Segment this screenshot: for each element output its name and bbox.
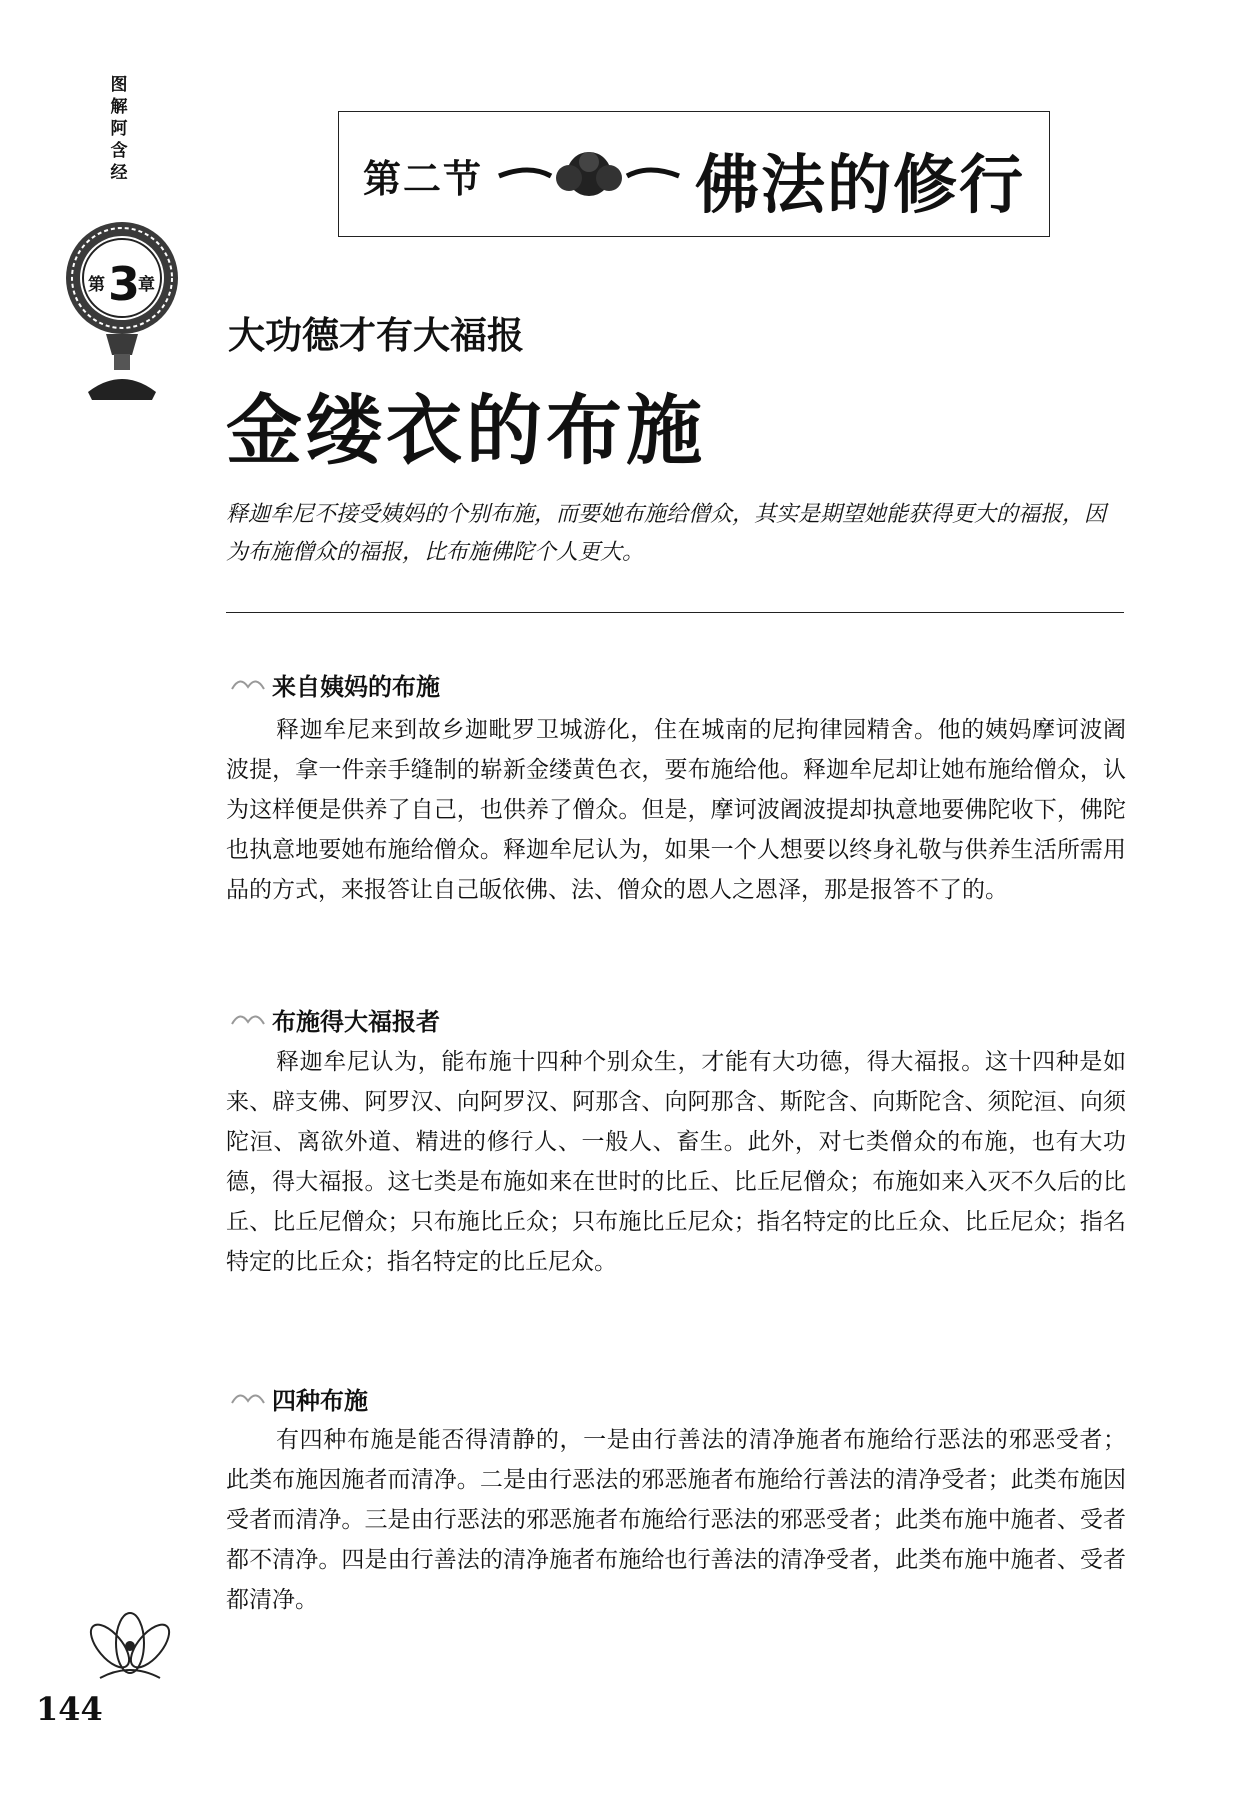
section-heading: 布施得大福报者 (272, 1008, 440, 1036)
chapter-number: 3 (108, 257, 141, 311)
divider (226, 612, 1124, 613)
lotus-bullet-icon (228, 1004, 268, 1030)
body-paragraph: 释迦牟尼认为，能布施十四种个别众生，才能有大功德，得大福报。这十四种是如来、辟支佛、阿罗汉、向阿罗汉、阿那含、向阿那含、斯陀含、向斯陀含、须陀洹、向须陀洹、离欲外道、精进的修行人、一般人、畜生。此外，对七类僧众的布施，也有大功德，得大福报。这七类是布施如来在世时的比丘、比丘尼僧众；布施如来入灭不久后的比丘、比丘尼僧众；只布施比丘众；只布施比丘尼众；指名特定的比丘众、比丘尼众；指名特定的比丘众；指名特定的比丘尼众。 (226, 1049, 1126, 1275)
chapter-badge (48, 220, 196, 425)
section-title: 佛法的修行 (695, 149, 1025, 223)
section-header-box (338, 111, 1050, 237)
article-subtitle: 大功德才有大福报 (228, 313, 524, 357)
cloud-ornament-icon (489, 134, 689, 214)
page-number: 144 (36, 1690, 103, 1728)
intro-paragraph: 释迦牟尼不接受姨妈的个别布施，而要她布施给僧众，其实是期望她能获得更大的福报，因为布施僧众的福报，比布施佛陀个人更大。 (226, 502, 1107, 565)
lotus-flower-icon (80, 1598, 180, 1688)
lotus-bullet-icon (228, 1383, 268, 1409)
article-title: 金缕衣的布施 (226, 386, 706, 475)
lotus-bullet-icon (228, 669, 268, 695)
section-heading: 来自姨妈的布施 (272, 673, 440, 701)
body-paragraph: 有四种布施是能否得清静的，一是由行善法的清净施者布施给行恶法的邪恶受者；此类布施因施者而清净。二是由行恶法的邪恶施者布施给行善法的清净受者；此类布施因受者而清净。三是由行恶法的邪恶施者布施给行恶法的邪恶受者；此类布施中施者、受者都不清净。四是由行善法的清净施者布施给也行善法的清净受者，此类布施中施者、受者都清净。 (226, 1427, 1126, 1613)
chapter-suffix: 章 (138, 275, 155, 295)
section-label: 第二节 (363, 156, 484, 201)
book-title-vertical: 图解阿含经 (110, 75, 128, 183)
section-heading: 四种布施 (272, 1387, 368, 1415)
chapter-prefix: 第 (88, 275, 105, 295)
body-paragraph: 释迦牟尼来到故乡迦毗罗卫城游化，住在城南的尼拘律园精舍。他的姨妈摩诃波阇波提，拿一件亲手缝制的崭新金缕黄色衣，要布施给他。释迦牟尼却让她布施给僧众，认为这样便是供养了自己，也供养了僧众。但是，摩诃波阇波提却执意地要佛陀收下，佛陀也执意地要她布施给僧众。释迦牟尼认为，如果一个人想要以终身礼敬与供养生活所需用品的方式，来报答让自己皈依佛、法、僧众的恩人之恩泽，那是报答不了的。 (226, 717, 1126, 903)
